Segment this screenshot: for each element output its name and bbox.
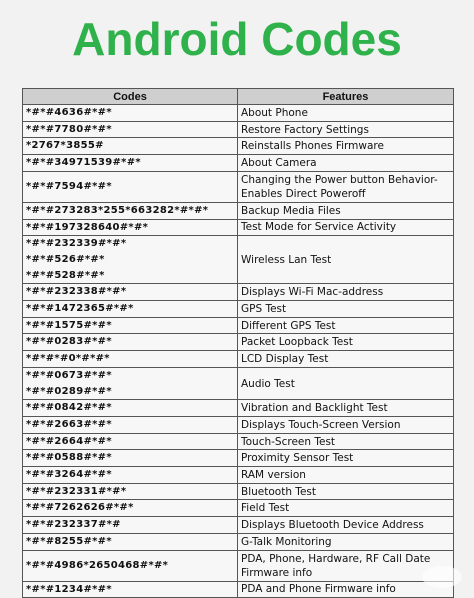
table-row xyxy=(23,517,454,534)
feature-cell xyxy=(238,219,454,236)
feature-text: Field Test xyxy=(241,502,290,515)
feature-text: About Phone xyxy=(241,106,308,119)
code-text: *#*#7262626#*#* xyxy=(26,502,134,514)
code-cell xyxy=(23,219,238,236)
feature-cell xyxy=(238,416,454,433)
feature-cell xyxy=(238,500,454,517)
codes-column-header: Codes xyxy=(23,89,238,105)
code-text: *#*#1472365#*#* xyxy=(26,303,134,315)
code-cell xyxy=(23,202,238,219)
feature-cell xyxy=(238,105,454,122)
feature-text: Touch-Screen Test xyxy=(241,435,336,448)
code-text: *#*#7594#*#* xyxy=(26,180,112,192)
code-text: *#*#1575#*#* xyxy=(26,319,112,331)
code-cell xyxy=(23,171,238,202)
code-cell xyxy=(23,105,238,122)
feature-text: Bluetooth Test xyxy=(241,485,316,498)
code-text: *#*#2663#*#* xyxy=(26,418,112,430)
feature-text: Vibration and Backlight Test xyxy=(241,402,388,415)
feature-text: Different GPS Test xyxy=(241,319,336,332)
feature-cell xyxy=(238,236,454,284)
feature-text: RAM version xyxy=(241,468,306,481)
feature-cell xyxy=(238,533,454,550)
table-row xyxy=(23,416,454,433)
code-cell xyxy=(23,483,238,500)
table-row xyxy=(23,433,454,450)
code-text: *2767*3855# xyxy=(26,140,104,152)
table-row xyxy=(23,219,454,236)
feature-text: Displays Touch-Screen Version xyxy=(241,418,401,431)
code-cell xyxy=(23,500,238,517)
table-row xyxy=(23,236,454,284)
feature-text: Displays Wi-Fi Mac-address xyxy=(241,286,384,299)
table-row xyxy=(23,400,454,417)
code-text: *#*#7780#*#* xyxy=(26,123,112,135)
feature-cell xyxy=(238,121,454,138)
code-cell xyxy=(23,284,238,301)
code-text: *#*#34971539#*#* xyxy=(26,157,141,169)
table-row xyxy=(23,284,454,301)
feature-text: LCD Display Test xyxy=(241,352,329,365)
code-text: *#*#528#*#* xyxy=(26,269,105,281)
feature-cell xyxy=(238,483,454,500)
feature-text: Test Mode for Service Activity xyxy=(241,221,397,234)
table-row xyxy=(23,138,454,155)
table-row xyxy=(23,450,454,467)
code-text: *#*#4986*2650468#*#* xyxy=(26,559,169,571)
feature-text: Audio Test xyxy=(241,377,295,390)
table-body xyxy=(23,105,454,598)
table-row xyxy=(23,581,454,598)
code-cell xyxy=(23,433,238,450)
feature-cell xyxy=(238,301,454,318)
code-cell xyxy=(23,121,238,138)
table-row xyxy=(23,500,454,517)
table-row xyxy=(23,467,454,484)
watermark-icon xyxy=(422,566,462,588)
code-text: *#*#197328640#*#* xyxy=(26,221,149,233)
code-cell xyxy=(23,581,238,598)
feature-text: About Camera xyxy=(241,156,317,169)
table-row xyxy=(23,202,454,219)
code-text: *#*#232338#*#* xyxy=(26,286,127,298)
feature-text: Proximity Sensor Test xyxy=(241,452,354,465)
code-cell xyxy=(23,334,238,351)
feature-cell xyxy=(238,400,454,417)
code-text: *#*#232337#*# xyxy=(26,519,121,531)
code-text: *#*#*#0*#*#* xyxy=(26,353,110,365)
table-row xyxy=(23,105,454,122)
code-text: *#*#526#*#* xyxy=(26,253,105,265)
feature-text: GPS Test xyxy=(241,302,287,315)
features-column-header: Features xyxy=(238,89,454,105)
feature-cell xyxy=(238,317,454,334)
code-text: *#*#8255#*#* xyxy=(26,535,112,547)
table-row xyxy=(23,533,454,550)
code-cell xyxy=(23,367,238,399)
feature-cell xyxy=(238,202,454,219)
code-text: *#*#4636#*#* xyxy=(26,107,112,118)
feature-text: Wireless Lan Test xyxy=(241,253,332,266)
code-text: *#*#232339#*#* xyxy=(26,238,127,250)
code-text: *#*#0588#*#* xyxy=(26,452,112,464)
feature-cell xyxy=(238,284,454,301)
feature-cell xyxy=(238,155,454,172)
table-row xyxy=(23,121,454,138)
feature-cell xyxy=(238,138,454,155)
feature-text: Packet Loopback Test xyxy=(241,336,353,349)
code-text: *#*#0283#*#* xyxy=(26,336,112,348)
code-cell xyxy=(23,317,238,334)
feature-cell xyxy=(238,581,454,598)
code-text: *#*#1234#*#* xyxy=(26,583,112,595)
feature-text: Changing the Power button Behavior- xyxy=(241,173,438,186)
feature-text: Restore Factory Settings xyxy=(241,123,369,136)
table-row xyxy=(23,301,454,318)
table-row xyxy=(23,334,454,351)
feature-cell xyxy=(238,433,454,450)
feature-cell xyxy=(238,351,454,368)
code-cell xyxy=(23,138,238,155)
code-cell xyxy=(23,550,238,581)
android-codes-table xyxy=(22,88,454,598)
feature-cell xyxy=(238,367,454,399)
table-row xyxy=(23,483,454,500)
code-text: *#*#3264#*#* xyxy=(26,469,112,481)
table-row xyxy=(23,550,454,581)
feature-cell xyxy=(238,334,454,351)
feature-text: Firmware info xyxy=(241,566,313,579)
code-text: *#*#0842#*#* xyxy=(26,402,112,414)
code-cell xyxy=(23,400,238,417)
feature-text: G-Talk Monitoring xyxy=(241,535,332,548)
code-text: *#*#232331#*#* xyxy=(26,485,127,497)
code-cell xyxy=(23,155,238,172)
code-text: *#*#0289#*#* xyxy=(26,385,112,397)
feature-text: PDA, Phone, Hardware, RF Call Date xyxy=(241,552,431,565)
code-cell xyxy=(23,416,238,433)
code-text: *#*#273283*255*663282*#*#* xyxy=(26,204,209,216)
feature-text: Enables Direct Poweroff xyxy=(241,187,366,200)
table-row xyxy=(23,351,454,368)
feature-text: Displays Bluetooth Device Address xyxy=(241,519,424,532)
table-row xyxy=(23,317,454,334)
feature-text: Backup Media Files xyxy=(241,204,341,217)
page-title: Android Codes xyxy=(72,13,402,65)
feature-text: PDA and Phone Firmware info xyxy=(241,583,396,596)
feature-text: Reinstalls Phones Firmware xyxy=(241,140,384,153)
code-cell xyxy=(23,533,238,550)
code-cell xyxy=(23,467,238,484)
feature-cell xyxy=(238,171,454,202)
feature-cell xyxy=(238,450,454,467)
table-row xyxy=(23,367,454,399)
code-text: *#*#0673#*#* xyxy=(26,369,112,381)
code-cell xyxy=(23,351,238,368)
table-header-row xyxy=(23,89,454,105)
code-text: *#*#2664#*#* xyxy=(26,435,112,447)
feature-cell xyxy=(238,517,454,534)
code-cell xyxy=(23,236,238,284)
code-cell xyxy=(23,450,238,467)
feature-cell xyxy=(238,467,454,484)
code-cell xyxy=(23,517,238,534)
table-row xyxy=(23,155,454,172)
table-row xyxy=(23,171,454,202)
code-cell xyxy=(23,301,238,318)
